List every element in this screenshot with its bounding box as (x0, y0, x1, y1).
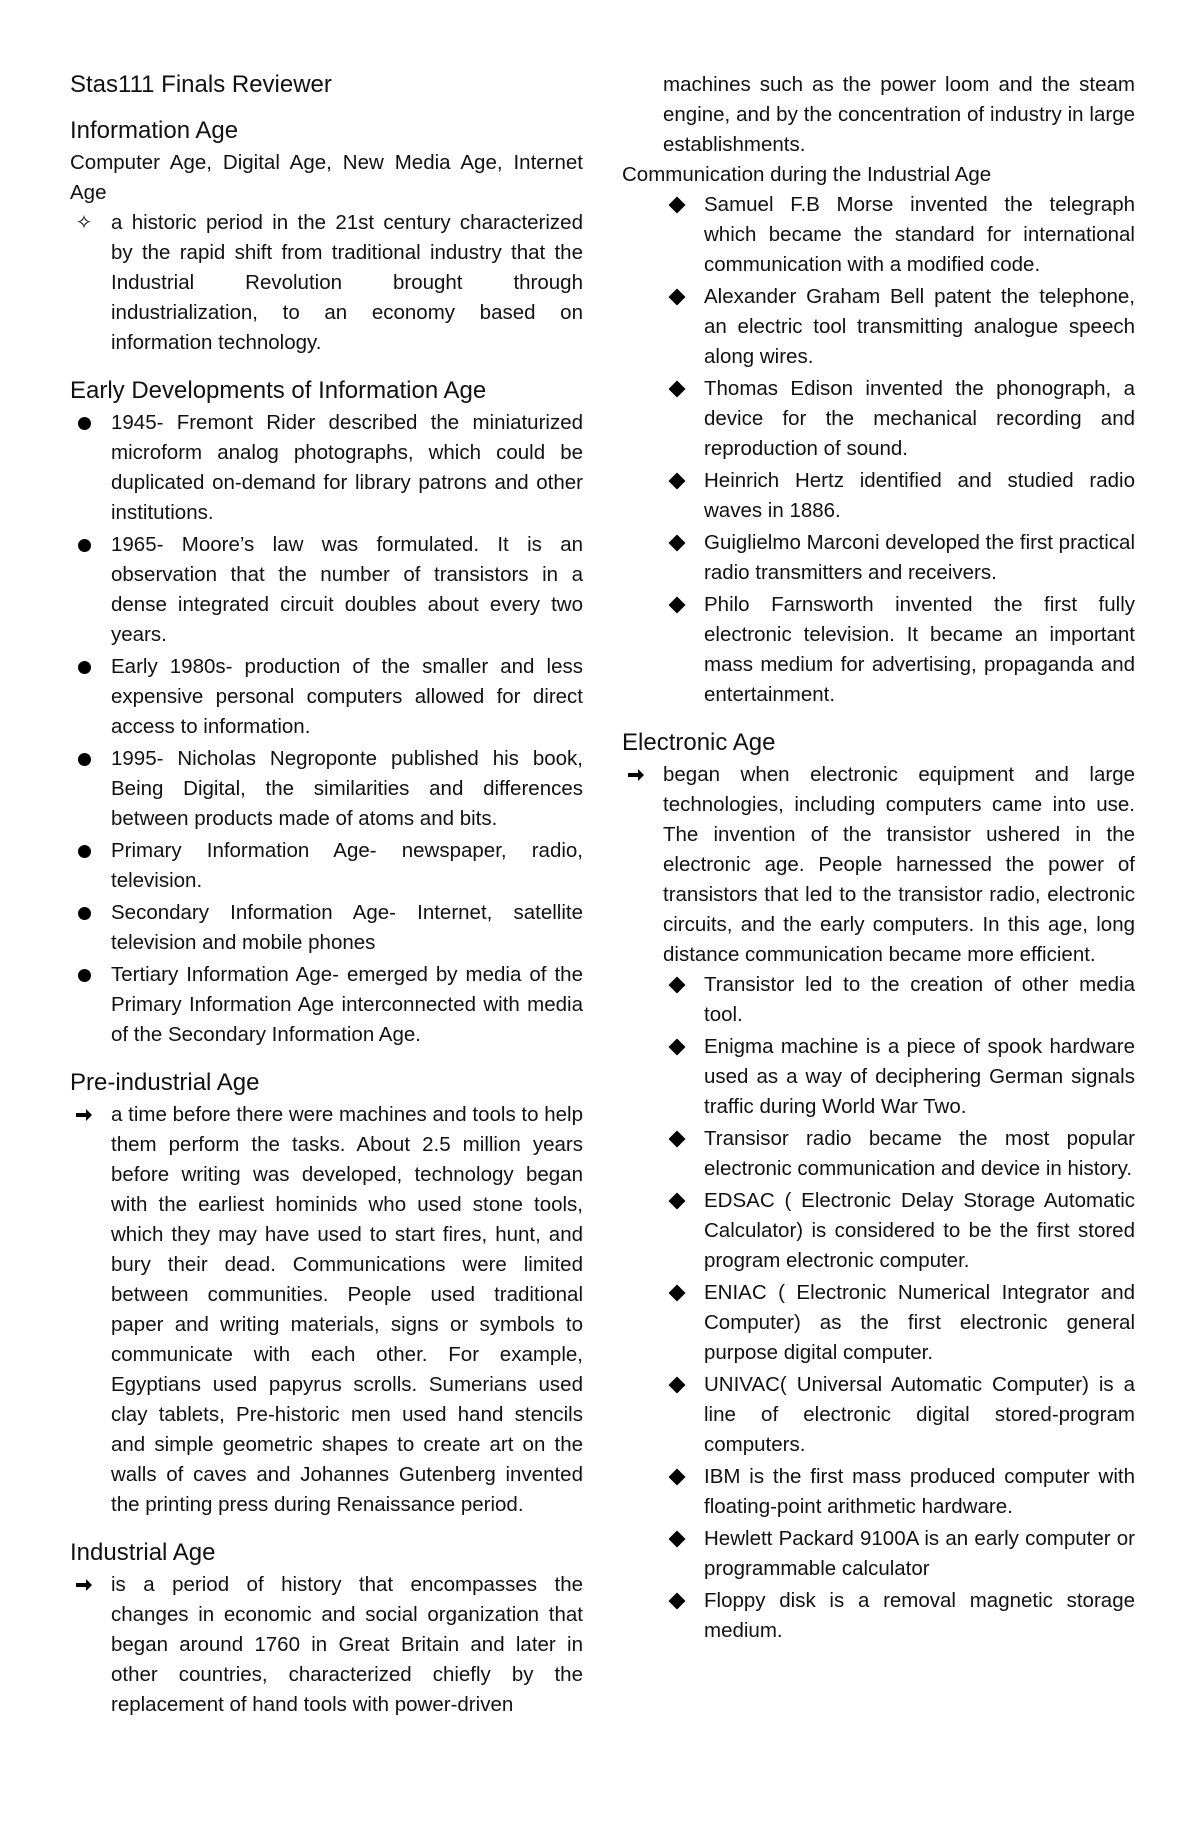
list-item (663, 1370, 1135, 1460)
document-title: Stas111 Finals Reviewer (70, 71, 332, 98)
list-item (663, 590, 1135, 710)
industrial-item (70, 1570, 583, 1720)
pre-industrial-item (70, 1100, 583, 1520)
list-item-text: Alexander Graham Bell patent the telephone, an electric tool transmitting analogue speech along wires. (704, 285, 1135, 368)
list-item (663, 282, 1135, 372)
heading-information-age: Information Age (70, 117, 239, 144)
list-item-text: Transisor radio became the most popular electronic communication and device in history. (704, 1127, 1135, 1180)
list-item-text: Enigma machine is a piece of spook hardware used as a way of deciphering German signals traffic during World War Two. (704, 1035, 1135, 1118)
list-item-text: EDSAC ( Electronic Delay Storage Automatic Calculator) is considered to be the first stored program electronic computer. (704, 1189, 1135, 1272)
heading-early-developments: Early Developments of Information Age (70, 377, 487, 404)
list-item (663, 1032, 1135, 1122)
list-item-text: 1965- Moore’s law was formulated. It is an observation that the number of transistors in a dense integrated circuit doubles about every two years. (111, 533, 583, 646)
list-item-text: Thomas Edison invented the phonograph, a device for the mechanical recording and reproduction of sound. (704, 377, 1135, 460)
list-item (663, 190, 1135, 280)
diamond-bullet-icon (663, 1032, 691, 1062)
diamond-bullet-icon (663, 466, 691, 496)
arrow-bullet-icon (622, 760, 650, 790)
bullet-dot-icon (70, 960, 98, 990)
arrow-bullet-icon (70, 1570, 98, 1600)
diamond-bullet-icon (663, 1524, 691, 1554)
industrial-text-continued: machines such as the power loom and the steam engine, and by the concentration of industry in large establishments. (663, 73, 1135, 156)
heading-industrial-age: Industrial Age (70, 1539, 216, 1566)
diamond-bullet-icon (663, 1186, 691, 1216)
list-item-text: Heinrich Hertz identified and studied radio waves in 1886. (704, 469, 1135, 522)
bullet-dot-icon (70, 836, 98, 866)
right-column (622, 70, 1135, 1648)
list-item-text: Early 1980s- production of the smaller and less expensive personal computers allowed for direct access to information. (111, 655, 583, 738)
list-item-text: 1995- Nicholas Negroponte published his book, Being Digital, the similarities and differences between products made of atoms and bits. (111, 747, 583, 830)
list-item (663, 1186, 1135, 1276)
list-item-text: 1945- Fremont Rider described the miniaturized microform analog photographs, which could be duplicated on-demand for library patrons and other institutions. (111, 411, 583, 524)
information-age-definition-item (70, 208, 583, 358)
list-item (70, 530, 583, 650)
list-item-text: Tertiary Information Age- emerged by media of the Primary Information Age interconnected with media of the Secondary Information Age. (111, 963, 583, 1046)
diamond-bullet-icon (663, 1462, 691, 1492)
bullet-dot-icon (70, 744, 98, 774)
diamond-bullet-icon (663, 590, 691, 620)
list-item (663, 1278, 1135, 1368)
diamond-bullet-icon (663, 970, 691, 1000)
list-item (663, 1462, 1135, 1522)
list-item (663, 374, 1135, 464)
arrow-bullet-icon (70, 1100, 98, 1130)
four-point-star-icon: ✧ (75, 212, 93, 234)
left-column (70, 70, 583, 1720)
list-item-text: Primary Information Age- newspaper, radio, television. (111, 839, 583, 892)
diamond-bullet-icon (663, 190, 691, 220)
list-item-text: Floppy disk is a removal magnetic storage medium. (704, 1589, 1135, 1642)
bullet-dot-icon (70, 898, 98, 928)
communication-list (622, 190, 1135, 710)
diamond-bullet-icon (663, 1586, 691, 1616)
list-item-text: Samuel F.B Morse invented the telegraph which became the standard for international communication with a modified code. (704, 193, 1135, 276)
list-item (663, 1524, 1135, 1584)
information-age-aliases: Computer Age, Digital Age, New Media Age, Internet Age (70, 151, 583, 204)
list-item-text: ENIAC ( Electronic Numerical Integrator and Computer) as the first electronic general purpose digital computer. (704, 1281, 1135, 1364)
industrial-text: is a period of history that encompasses the changes in economic and social organization that began around 1760 in Great Britain and later in other countries, characterized chiefly by the replacement of hand tools with power-driven (111, 1573, 583, 1716)
list-item-text: IBM is the first mass produced computer with floating-point arithmetic hardware. (704, 1465, 1135, 1518)
heading-pre-industrial-age: Pre-industrial Age (70, 1069, 260, 1096)
diamond-bullet-icon (663, 1124, 691, 1154)
diamond-bullet-icon (663, 1278, 691, 1308)
pre-industrial-text: a time before there were machines and tools to help them perform the tasks. About 2.5 million years before writing was developed, technology began with the earliest hominids who used stone tools, which they may have used to start fires, hunt, and bury their dead. Communications were limited between communities. People used traditional paper and writing materials, signs or symbols to communicate with each other. For example, Egyptians used papyrus scrolls. Sumerians used clay tablets, Pre-historic men used hand stencils and simple geometric shapes to create art on the walls of caves and Johannes Gutenberg invented the printing press during Renaissance period. (111, 1103, 583, 1516)
list-item-text: Hewlett Packard 9100A is an early computer or programmable calculator (704, 1527, 1135, 1580)
list-item (70, 836, 583, 896)
list-item (663, 528, 1135, 588)
list-item (663, 466, 1135, 526)
list-item-text: Transistor led to the creation of other media tool. (704, 973, 1135, 1026)
heading-communication-industrial: Communication during the Industrial Age (622, 163, 992, 186)
list-item (70, 898, 583, 958)
diamond-bullet-icon (663, 374, 691, 404)
list-item (70, 652, 583, 742)
electronic-age-text: began when electronic equipment and large technologies, including computers came into use. The invention of the transistor ushered in the electronic age. People harnessed the power of transistors that led to the transistor radio, electronic circuits, and the early computers. In this age, long distance communication became more efficient. (663, 763, 1135, 966)
list-item-text: Secondary Information Age- Internet, satellite television and mobile phones (111, 901, 583, 954)
list-item (663, 1124, 1135, 1184)
bullet-dot-icon (70, 530, 98, 560)
bullet-dot-icon (70, 408, 98, 438)
list-item (663, 1586, 1135, 1646)
list-item-text: Guiglielmo Marconi developed the first practical radio transmitters and receivers. (704, 531, 1135, 584)
list-item-text: Philo Farnsworth invented the first fully electronic television. It became an important mass medium for advertising, propaganda and entertainment. (704, 593, 1135, 706)
diamond-bullet-icon (663, 528, 691, 558)
list-item (70, 408, 583, 528)
diamond-bullet-icon (663, 282, 691, 312)
heading-electronic-age: Electronic Age (622, 729, 776, 756)
electronic-list (622, 970, 1135, 1646)
information-age-definition: a historic period in the 21st century characterized by the rapid shift from traditional industry that the Industrial Revolution brought through industrialization, to an economy based on information technology. (111, 211, 583, 354)
list-item (70, 960, 583, 1050)
list-item-text: UNIVAC( Universal Automatic Computer) is a line of electronic digital stored-program computers. (704, 1373, 1135, 1456)
diamond-bullet-icon (663, 1370, 691, 1400)
electronic-age-item (622, 760, 1135, 970)
list-item (70, 744, 583, 834)
bullet-dot-icon (70, 652, 98, 682)
list-item (663, 970, 1135, 1030)
